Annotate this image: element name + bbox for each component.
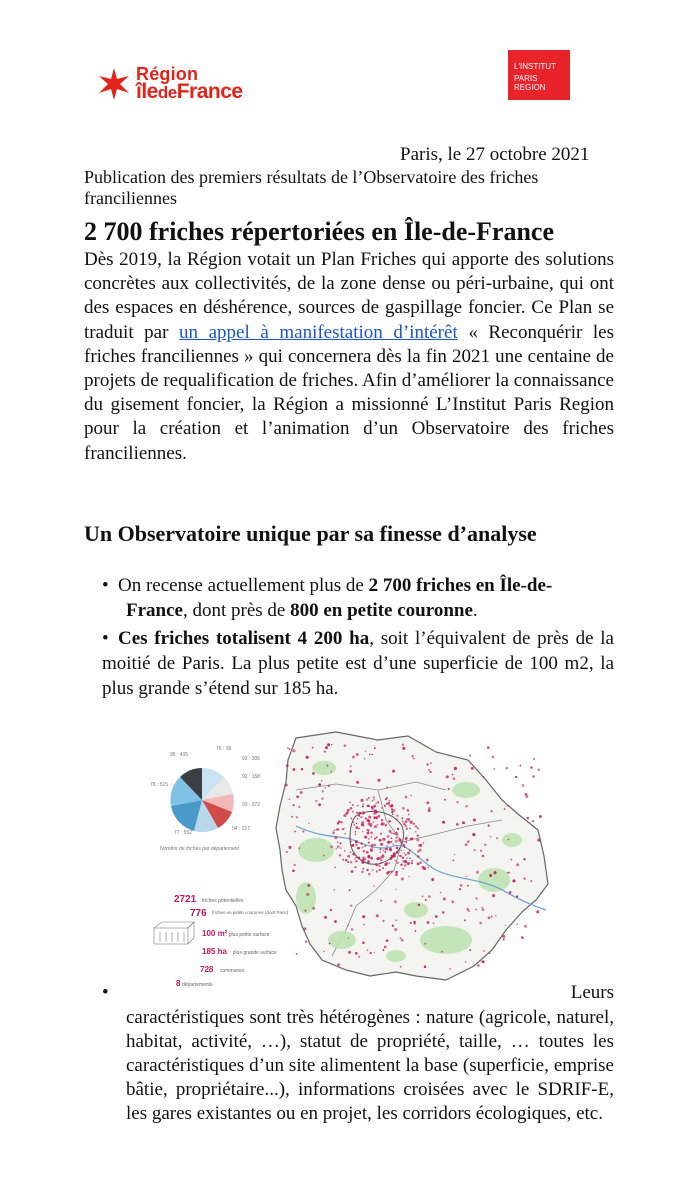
map-infographic	[146, 730, 566, 990]
bullet-item-text: caractéristiques sont très hétérogènes : nature (agricole, naturel, habitat, activité, …), statut de propriété, taille, … toutes les caractéristiques d’un site alimentent la base (superficie, emprise bâtie, propriétaire...), informations croisées avec le SDRIF-E, les gares existantes ou en projet, les corridors écologiques, etc.	[126, 1007, 614, 1124]
region-word: Région	[136, 64, 199, 84]
date-line: Paris, le 27 octobre 2021	[400, 144, 590, 165]
ami-link[interactable]: un appel à manifestation d’intérêt	[179, 321, 458, 343]
building-icon	[154, 922, 194, 944]
stat-label: friches potentielles	[202, 898, 244, 904]
stat-label: communes	[220, 968, 245, 974]
stat-label: départements	[182, 982, 213, 988]
pie-caption: Nombre de friches par département	[160, 846, 239, 852]
lead-text: Publication des premiers résultats de l’Observatoire des friches franciliennes	[84, 167, 539, 208]
friches-map-figure	[146, 730, 566, 990]
stat-number: 100 m²	[202, 929, 228, 938]
stat-number: 8	[176, 979, 181, 988]
star-logo-icon	[96, 66, 132, 102]
pie-label: 75 : 36	[216, 746, 232, 752]
stat-label: : plus grande surface	[230, 950, 277, 956]
region-idf-logo	[96, 62, 296, 104]
pie-label: 93 : 372	[242, 802, 261, 808]
bullet-item: • On recense actuellement plus de 2 700 friches en Île-de- France, dont près de 800 en petite couronne.	[102, 575, 553, 621]
bullet-item: • Leurs	[102, 982, 614, 1003]
pie-label: 95 : 405	[170, 752, 189, 758]
page-title: 2 700 friches répertoriées en Île-de-France	[84, 217, 554, 246]
stat-number: 728	[200, 965, 214, 974]
institut-paris-region-logo: L'INSTITUT PARIS REGION	[508, 50, 570, 100]
pie-chart	[170, 768, 233, 832]
stat-number: 2721	[174, 894, 197, 905]
intro-paragraph: Dès 2019, la Région votait un Plan Friches qui apporte des solutions concrètes aux collectivités, de la zone dense ou péri-urbaine, qui ont des espaces en déshérence, sources de gaspillage foncier. Ce Plan se traduit par un appel à manifestation d’intérêt « Reconquérir les friches franciliennes » qui concernera dès la fin 2021 une centaine de projets de requalification de friches. Afin d’améliorer la connaissance du gisement foncier, la Région a missionné L’Institut Paris Region pour la création et l’animation d’un Observatoire des friches franciliennes.	[84, 249, 615, 464]
idf-word: îledeFrance	[136, 80, 243, 103]
pie-label: 78 : 515	[150, 782, 169, 788]
stat-label: : plus petite surface	[226, 932, 270, 938]
stat-number: 185 ha	[202, 947, 227, 956]
stat-number: 776	[190, 908, 207, 919]
stat-label: friches en petite couronne (dont Paris)	[212, 910, 289, 915]
pie-label: 93 : 306	[242, 756, 261, 762]
pie-label: 94 : 217	[232, 826, 251, 832]
pie-label: 77 : 552	[174, 830, 193, 836]
bullet-item: • Ces friches totalisent 4 200 ha, soit l’équivalent de près de la moitié de Paris. La plus petite est d’une superficie de 100 m2, la plus grande s’étend sur 185 ha.	[102, 628, 614, 699]
section-title: Un Observatoire unique par sa finesse d’analyse	[84, 521, 537, 546]
pie-label: 92 : 158	[242, 774, 261, 780]
